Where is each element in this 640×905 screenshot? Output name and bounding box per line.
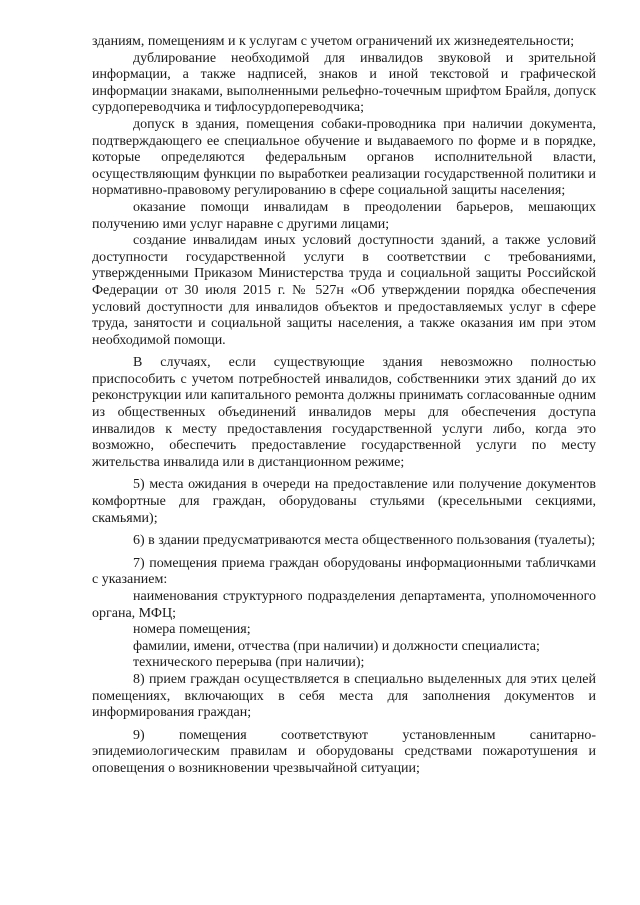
list-item-9: 9) помещения соответствуют установленным санитарно-эпидемиологическим правилам и оборудованы средствами пожаротушения и оповещения о возникновении чрезвычайной ситуации; <box>92 727 596 776</box>
paragraph-1: зданиям, помещениям и к услугам с учетом ограничений их жизнедеятельности; <box>92 34 575 49</box>
sub-item-specialist: фамилии, имени, отчества (при наличии) и должности специалиста; <box>133 638 540 654</box>
sub-item-department: наименования структурного подразделения департамента, уполномоченного органа, МФЦ; <box>92 589 596 621</box>
list-item-7: 7) помещения приема граждан оборудованы информационными табличками с указанием: <box>92 555 596 588</box>
paragraph-2: дублирование необходимой для инвалидов звуковой и зрительной информации, а также надписей, знаков и иной текстовой и графической информации знаками, выполненными рельефно-точечным шрифтом Брайля, допуск сурдопереводчика и тифлосурдопереводчика; <box>92 50 596 116</box>
paragraph-3: допуск в здания, помещения собаки-проводника при наличии документа, подтверждающего ее специальное обучение и выдаваемого по форме и в порядке, которые определяются федеральным органов исполнительной власти, осуществляющим функции по выработкеи реализации государственной политики и нормативно-правовому регулированию в сфере социальной защиты населения; <box>92 116 596 199</box>
list-item-8: 8) прием граждан осуществляется в специально выделенных для этих целей помещениях, включающих в себя места для заполнения документов и информирования граждан; <box>92 671 596 721</box>
paragraph-4: оказание помощи инвалидам в преодолении барьеров, мешающих получению ими услуг наравне с другими лицами; <box>92 199 596 232</box>
sub-item-break: технического перерыва (при наличии); <box>133 655 365 671</box>
list-item-6: 6) в здании предусматриваются места общественного пользования (туалеты); <box>133 533 596 549</box>
body-text <box>92 34 596 778</box>
sub-item-room-number: номера помещения; <box>133 622 251 638</box>
paragraph-6: В случаях, если существующие здания невозможно полностью приспособить с учетом потребностей инвалидов, собственники этих зданий до их реконструкции или капитального ремонта должны принимать согласованные одним из общественных объединений инвалидов меры для обеспечения доступа инвалидов к месту предоставления государственной услуги либо, когда это возможно, обеспечить предоставление государственной услуги по месту жительства инвалида или в дистанционном режиме; <box>92 355 596 470</box>
paragraph-5: создание инвалидам иных условий доступности зданий, а также условий доступности государственной услуги в соответствии с требованиями, утвержденными Приказом Министерства труда и социальной защиты Российской Федерации от 30 июля 2015 г. № 527н «Об утверждении порядка обеспечения условий доступности для инвалидов объектов и предоставляемых услуг в сфере труда, занятости и социальной защиты населения, а также оказания им при этом необходимой помощи. <box>92 233 596 348</box>
list-item-5: 5) места ожидания в очереди на предоставление или получение документов комфортные для граждан, оборудованы стульями (кресельными секциями, скамьями); <box>92 477 596 526</box>
